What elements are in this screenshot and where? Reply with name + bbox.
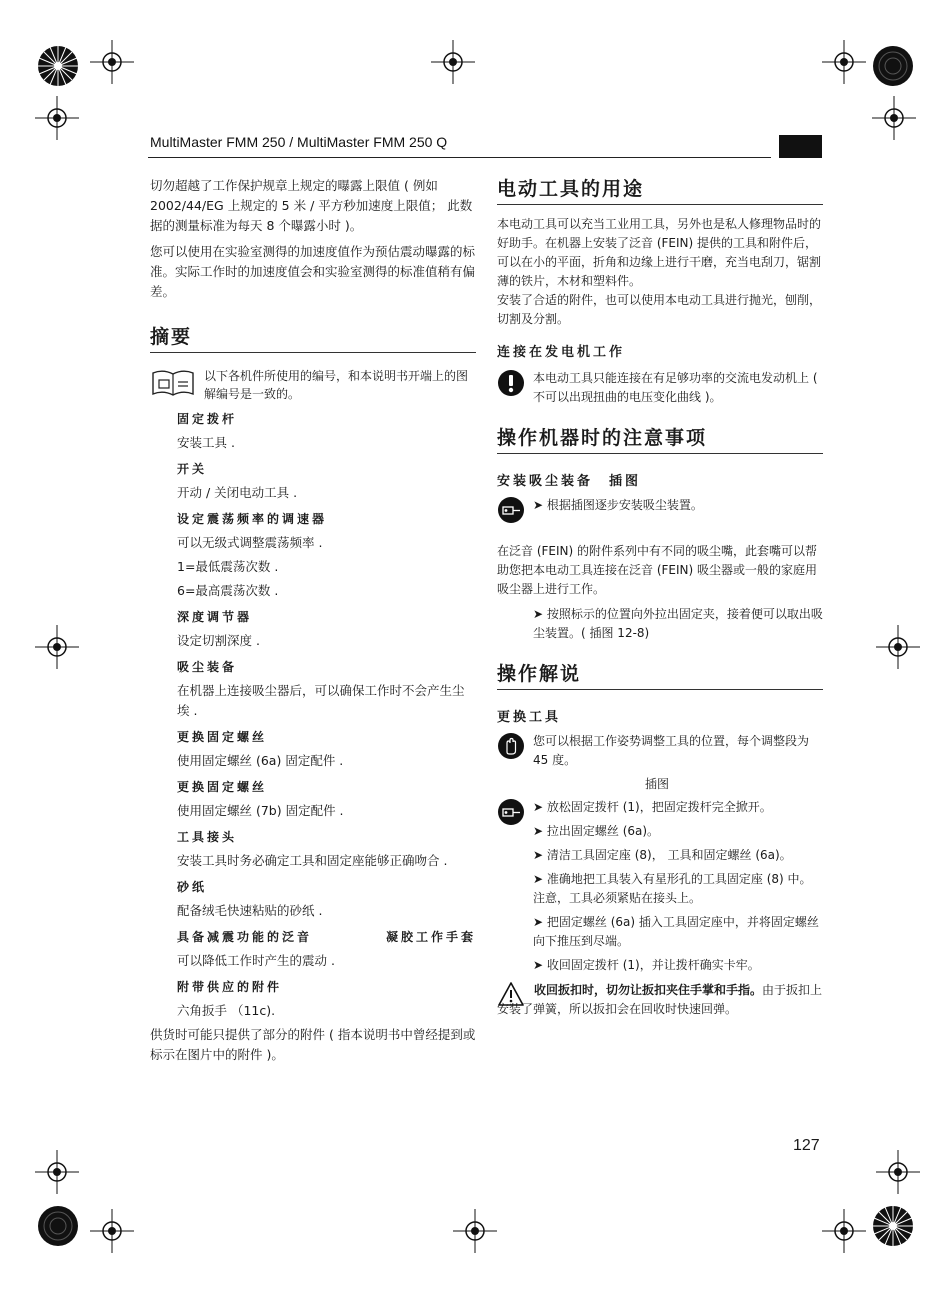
use-heading-wrap <box>497 176 823 205</box>
step-item <box>533 956 823 975</box>
crosshair-mark-bottom-1 <box>90 1209 134 1253</box>
right-column <box>497 176 823 1019</box>
arrow-bullet-icon: ➤ <box>533 498 547 512</box>
figure-label: 插图 <box>645 777 670 791</box>
arrow-bullet-icon: ➤ <box>533 848 547 862</box>
dust-paragraph: 在泛音 (FEIN) 的附件系列中有不同的吸尘嘴，此套嘴可以帮助您把本电动工具连接在泛音 (FEIN) 吸尘器或一般的家庭用吸尘器上进行工作。 <box>497 544 817 596</box>
step-text: 放松固定拨杆 (1)，把固定拨杆完全掀开。 <box>546 800 772 814</box>
part-desc: 开动 / 关闭电动工具 . <box>177 485 298 500</box>
dust-step-text: 根据插图逐步安装吸尘装置。 <box>546 498 703 512</box>
caution-triangle-icon <box>497 981 525 1007</box>
header-rule <box>148 157 771 158</box>
part-label: 具备减震功能的泛音 <box>177 930 313 944</box>
use-paragraph-2: 安装了合适的附件，也可以使用本电动工具进行抛光，刨削，切割及分割。 <box>497 293 822 326</box>
part-label: 更换固定螺丝 <box>177 780 268 794</box>
crosshair-mark-right-bottom <box>876 1150 920 1194</box>
part-label: 砂纸 <box>177 880 208 894</box>
warning-body: 由于扳扣上安装了弹簧，所以扳扣会在回收时快速回弹。 <box>497 983 823 1016</box>
warning-text <box>497 981 823 1019</box>
step-item <box>533 870 823 908</box>
registration-wheel-top-right <box>872 45 914 87</box>
header-tab-block <box>779 135 822 158</box>
warning-block <box>497 981 823 1019</box>
dust-step-2 <box>497 605 823 643</box>
crosshair-mark-left-mid <box>35 625 79 669</box>
dust-step-row <box>497 496 823 524</box>
part-label: 更换固定螺丝 <box>177 730 268 744</box>
part-label-2: 凝胶工作手套 <box>385 930 476 944</box>
step-text: 准确地把工具装入有星形孔的工具固定座 (8) 中。注意，工具必须紧贴在接头上。 <box>533 872 812 905</box>
dust-heading: 安装吸尘装备 插图 <box>497 474 642 489</box>
arrow-bullet-icon: ➤ <box>533 824 547 838</box>
book-icon <box>150 367 202 397</box>
part-label: 设定震荡频率的调速器 <box>177 512 328 526</box>
step-text: 把固定螺丝 (6a) 插入工具固定座中，并将固定螺丝向下推压到尽端。 <box>533 915 819 948</box>
generator-note <box>497 369 823 407</box>
step-text: 收回固定拨杆 (1)，并让拨杆确实卡牢。 <box>546 958 760 972</box>
generator-text: 本电动工具只能连接在有足够功率的交流电发动机上 ( 不可以出现扭曲的电压变化曲线 )。 <box>533 371 818 404</box>
use-paragraph-1: 本电动工具可以充当工业用工具，另外也是私人修理物品时的好助手。在机器上安装了泛音 (FEIN) 提供的工具和附件后，可以在小的平面，折角和边缘上进行干磨，充当电刮刀，锯割薄的铁片，木材和塑料件。 <box>497 217 822 288</box>
arrow-bullet-icon: ➤ <box>533 915 547 929</box>
part-desc: 可以无级式调整震荡频率 . <box>177 535 323 550</box>
steps-list <box>533 798 823 975</box>
step-item <box>533 846 823 865</box>
part-label: 深度调节器 <box>177 610 253 624</box>
crosshair-mark-bottom-3 <box>822 1209 866 1253</box>
summary-note <box>150 367 476 403</box>
part-label: 固定拨杆 <box>177 412 238 426</box>
part-desc: 设定切割深度 . <box>177 633 260 648</box>
operation-heading-wrap <box>497 661 823 690</box>
summary-note-text: 以下各机件所使用的编号，和本说明书开端上的图解编号是一致的。 <box>204 369 469 401</box>
part-extra: 1=最低震荡次数 . <box>177 559 279 574</box>
part-desc: 安装工具 . <box>177 435 235 450</box>
change-steps <box>497 798 823 975</box>
step-text: 清洁工具固定座 (8)， 工具和固定螺丝 (6a)。 <box>546 848 792 862</box>
page-number: 127 <box>793 1137 820 1154</box>
header-title: MultiMaster FMM 250 / MultiMaster FMM 250 Q <box>150 134 448 150</box>
warning-bold: 收回扳扣时，切勿让扳扣夹住手掌和手指。 <box>534 983 763 997</box>
notes-heading: 操作机器时的注意事项 <box>497 427 708 449</box>
intro-paragraph-2: 您可以使用在实验室测得的加速度值作为预估震动曝露的标准。实际工作时的加速度值会和实验室测得的标准值稍有偏差。 <box>150 244 476 299</box>
crosshair-mark-top-1 <box>90 40 134 84</box>
intro-paragraph-1: 切勿超越了工作保护规章上规定的曝露上限值 ( 例如 2002/44/EG 上规定的 5 米 / 平方秒加速度上限值； 此数据的测量标准为每天 8 个曝露小时 )。 <box>150 178 473 233</box>
notes-heading-wrap <box>497 425 823 454</box>
registration-wheel-bottom-right <box>872 1205 914 1247</box>
tool-procedure-icon <box>497 496 533 524</box>
part-desc: 使用固定螺丝 (6a) 固定配件 . <box>177 753 344 768</box>
change-note-row <box>497 732 823 770</box>
arrow-bullet-icon: ➤ <box>533 872 547 886</box>
part-desc: 可以降低工作时产生的震动 . <box>177 953 335 968</box>
use-heading: 电动工具的用途 <box>497 178 645 200</box>
part-extra: 6=最高震荡次数 . <box>177 583 279 598</box>
dust-step <box>533 496 823 515</box>
part-label: 开关 <box>177 462 208 476</box>
registration-wheel-top-left <box>37 45 79 87</box>
crosshair-mark-top-3 <box>822 40 866 84</box>
part-label: 附带供应的附件 <box>177 980 283 994</box>
closing-paragraph: 供货时可能只提供了部分的附件 ( 指本说明书中曾经提到或标示在图片中的附件 )。 <box>150 1027 476 1062</box>
part-desc: 安装工具时务必确定工具和固定座能够正确吻合 . <box>177 853 448 868</box>
step-item <box>533 822 823 841</box>
operation-heading: 操作解说 <box>497 663 582 685</box>
parts-list <box>150 409 476 1021</box>
change-tool-heading: 更换工具 <box>497 710 562 725</box>
part-label: 吸尘装备 <box>177 660 238 674</box>
part-desc: 使用固定螺丝 (7b) 固定配件 . <box>177 803 344 818</box>
part-desc: 在机器上连接吸尘器后，可以确保工作时不会产生尘埃 . <box>177 683 465 718</box>
crosshair-mark-top-2 <box>431 40 475 84</box>
crosshair-mark-left-top <box>35 96 79 140</box>
exclamation-icon <box>497 369 533 397</box>
arrow-bullet-icon: ➤ <box>533 958 547 972</box>
registration-wheel-bottom-left <box>37 1205 79 1247</box>
part-label: 工具接头 <box>177 830 238 844</box>
crosshair-mark-bottom-2 <box>453 1209 497 1253</box>
arrow-bullet-icon: ➤ <box>533 800 547 814</box>
left-column <box>150 176 476 1065</box>
tool-procedure-icon <box>497 798 533 826</box>
step-item <box>533 913 823 951</box>
part-desc: 六角扳手 （11c). <box>177 1003 276 1018</box>
summary-heading-wrap <box>150 324 476 353</box>
dust-step-2-text: 按照标示的位置向外拉出固定夹，接着便可以取出吸尘装置。( 插图 12-8) <box>533 607 823 640</box>
part-label-row <box>177 927 476 947</box>
part-desc: 配备绒毛快速粘贴的砂纸 . <box>177 903 323 918</box>
summary-heading: 摘要 <box>150 326 193 348</box>
hand-icon <box>497 732 533 760</box>
arrow-bullet-icon: ➤ <box>533 607 547 621</box>
crosshair-mark-left-bottom <box>35 1150 79 1194</box>
step-text: 拉出固定螺丝 (6a)。 <box>546 824 660 838</box>
crosshair-mark-right-top <box>872 96 916 140</box>
change-note-text: 您可以根据工作姿势调整工具的位置，每个调整段为 45 度。 <box>533 734 810 767</box>
generator-heading: 连接在发电机工作 <box>497 345 626 360</box>
step-item <box>533 798 823 817</box>
crosshair-mark-right-mid <box>876 625 920 669</box>
